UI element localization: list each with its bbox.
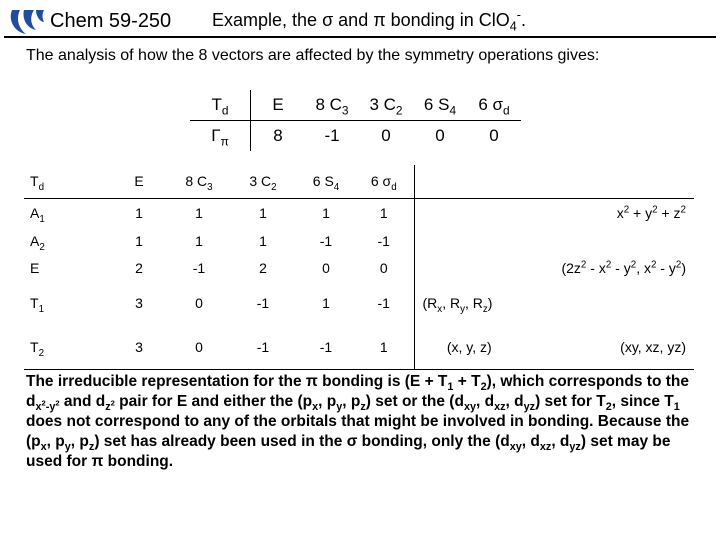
table-row — [24, 281, 694, 325]
character-table-header — [24, 165, 694, 198]
university-logo-icon — [6, 6, 46, 38]
character-value: 0 — [354, 254, 414, 281]
character-value: 2 — [135, 259, 143, 276]
reducible-value: -1 — [324, 126, 340, 145]
point-group-label: $T_d$ — [24, 165, 108, 198]
character-value: -1 — [256, 295, 270, 311]
table-row — [24, 198, 694, 227]
character-value: 3 — [108, 325, 170, 369]
character-value: 1 — [135, 232, 143, 249]
course-code: Chem 59-250 — [50, 10, 172, 32]
irrep-label: $T_1$ — [30, 295, 45, 315]
character-table — [24, 165, 694, 370]
operation-header: 3 $C_2$ — [359, 90, 413, 121]
operation-header: 6 $\sigma_d$ — [354, 165, 414, 198]
operation-header: 3 $C_2$ — [228, 165, 298, 198]
character-value: 1 — [322, 204, 330, 221]
character-value: -1 — [354, 227, 414, 254]
title-divider — [4, 36, 716, 38]
operation-header: 6 $S_4$ — [298, 165, 354, 198]
operation-header: 8 $C_3$ — [305, 90, 359, 121]
character-value: 2 — [259, 259, 267, 276]
character-value: -1 — [228, 325, 298, 369]
operation-header: 6 $S_4$ — [413, 90, 467, 121]
character-value: 0 — [195, 295, 203, 311]
rotation-functions: ($R_x$, $R_y$, $R_z$) — [414, 281, 524, 325]
irrep-label: $A_1$ — [30, 204, 45, 225]
operation-header: E — [108, 165, 170, 198]
table-row — [24, 227, 694, 254]
character-value: -1 — [319, 232, 333, 249]
intro-text: The analysis of how the 8 vectors are affected by the symmetry operations gives: — [26, 47, 600, 64]
quadratic-functions: ($2z^2 - x^2 - y^2$, $x^2 - y^2$) — [561, 258, 686, 276]
operation-header: 8 $C_3$ — [170, 165, 228, 198]
character-value: 0 — [322, 259, 330, 276]
reducible-value: 0 — [489, 126, 499, 145]
reducible-value: 0 — [381, 126, 391, 145]
irrep-label: $T_2$ — [24, 325, 108, 369]
quadratic-functions: $x^2 + y^2 + z^2$ — [616, 204, 686, 221]
character-value: 1 — [195, 204, 203, 221]
character-value: 0 — [170, 325, 228, 369]
character-value: 3 — [135, 295, 143, 311]
character-value: -1 — [192, 259, 206, 276]
point-group-label: $T_d$ — [190, 90, 251, 121]
operation-header: E — [251, 90, 306, 121]
table-row — [24, 325, 694, 369]
character-value: 1 — [322, 295, 330, 311]
character-value: 1 — [135, 204, 143, 221]
irrep-label: $A_2$ — [30, 232, 45, 253]
conclusion-paragraph: The irreducible representation for the π bonding is $(E + T_1 + T_2)$, which corresponds to the $d_{x^2-y^2}$ and $d_{z^2}$ pair for E and either the ($p_x$, $p_y$, $p_z$) set or the ($d_{xy}$, $d_{xz}$, $d_{yz}$) set for $T_2$, since $T_1$ does not correspond to any of the orbitals that might be involved in bonding. Because the ($p_x$, $p_y$, $p_z$) set has already been used in the σ bonding, only the ($d_{xy}$, $d_{xz}$, $d_{yz}$) set may be used for π bonding. — [26, 373, 690, 470]
character-value: 1 — [354, 198, 414, 227]
gamma-pi-label: $\Gamma_\pi$ — [190, 121, 251, 152]
character-value: 1 — [259, 204, 267, 221]
page-title: Example, the σ and π bonding in ClO$_4$-. — [212, 8, 526, 34]
table-row — [24, 254, 694, 281]
character-value: -1 — [298, 325, 354, 369]
quadratic-functions: (xy, xz, yz) — [524, 325, 694, 369]
reducible-representation-table — [190, 90, 521, 151]
character-value: 1 — [259, 232, 267, 249]
irrep-label: E — [30, 259, 40, 276]
character-value: 1 — [354, 325, 414, 369]
reducible-value: 8 — [273, 126, 283, 145]
reducible-value: 0 — [435, 126, 445, 145]
operation-header: 6 $\sigma_d$ — [467, 90, 521, 121]
character-value: -1 — [354, 281, 414, 325]
linear-functions: (x, y, z) — [414, 325, 524, 369]
character-value: 1 — [195, 232, 203, 249]
